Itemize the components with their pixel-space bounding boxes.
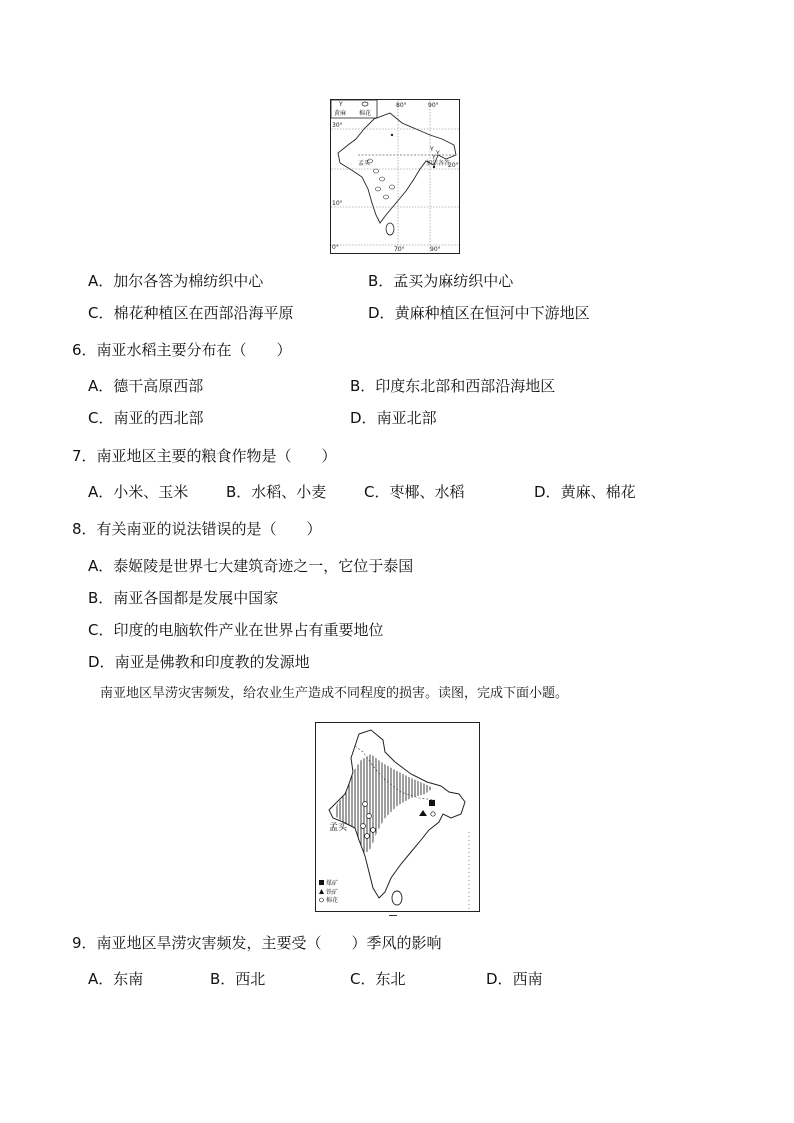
city-label-mumbai: 孟买 — [329, 823, 348, 833]
q6-option-a: A．德干高原西部 — [88, 377, 204, 395]
q6-option-c: C．南亚的西北部 — [88, 409, 204, 427]
q9-stem: 9．南亚地区旱涝灾害频发，主要受（ ）季风的影响 — [72, 934, 442, 952]
legend-jute-label: 黄麻 — [334, 110, 347, 117]
q6-option-d: D．南亚北部 — [350, 409, 437, 427]
svg-text:30°: 30° — [332, 122, 343, 129]
svg-text:90°: 90° — [428, 102, 439, 109]
svg-text:10°: 10° — [332, 200, 343, 207]
svg-text:20°: 20° — [448, 162, 459, 169]
q9-option-a: A．东南 — [88, 970, 144, 988]
svg-text:加尔各答: 加尔各答 — [426, 160, 451, 167]
legend-jute-icon: Y — [339, 101, 343, 108]
q7-option-c: C．枣椰、水稻 — [364, 483, 465, 501]
legend-cotton-label: 棉花 — [326, 897, 339, 904]
svg-text:孟买: 孟买 — [358, 160, 371, 167]
q8-option-b: B．南亚各国都是发展中国家 — [88, 589, 279, 607]
section-intro: 南亚地区旱涝灾害频发，给农业生产造成不同程度的损害。读图，完成下面小题。 — [100, 686, 569, 701]
legend-iron-label: 铁矿 — [326, 889, 339, 896]
q5-option-a: A．加尔各答为棉纺织中心 — [88, 272, 264, 290]
q9-option-d: D．西南 — [486, 970, 543, 988]
legend-cotton-label: 棉花 — [359, 110, 372, 117]
svg-text:80°: 80° — [396, 102, 407, 109]
q5-option-d: D．黄麻种植区在恒河中下游地区 — [368, 304, 590, 322]
legend-coal-label: 煤矿 — [326, 880, 339, 887]
q6-stem: 6．南亚水稻主要分布在（ ） — [72, 341, 292, 359]
svg-text:70°: 70° — [394, 246, 405, 253]
svg-text:Y: Y — [430, 146, 434, 153]
q9-option-c: C．东北 — [350, 970, 406, 988]
q7-option-a: A．小米、玉米 — [88, 483, 189, 501]
map-underline-mark — [389, 915, 397, 916]
india-resource-map — [315, 722, 480, 912]
q6-option-b: B．印度东北部和西部沿海地区 — [350, 377, 556, 395]
q5-option-b: B．孟买为麻纺织中心 — [368, 272, 514, 290]
svg-text:Y: Y — [432, 154, 436, 161]
q8-option-a: A．泰姬陵是世界七大建筑奇迹之一，它位于泰国 — [88, 557, 414, 575]
south-asia-crop-map — [330, 99, 460, 254]
q8-option-d: D．南亚是佛教和印度教的发源地 — [88, 653, 310, 671]
svg-text:90°: 90° — [430, 246, 441, 253]
svg-text:0°: 0° — [332, 244, 339, 251]
legend-cotton-icon — [362, 102, 368, 106]
q7-stem: 7．南亚地区主要的粮食作物是（ ） — [72, 447, 337, 465]
q8-option-c: C．印度的电脑软件产业在世界占有重要地位 — [88, 621, 384, 639]
q9-option-b: B．西北 — [210, 970, 266, 988]
q5-option-c: C．棉花种植区在西部沿海平原 — [88, 304, 294, 322]
coal-mine-mark — [429, 800, 435, 806]
q7-option-b: B．水稻、小麦 — [226, 483, 327, 501]
q7-option-d: D．黄麻、棉花 — [534, 483, 636, 501]
svg-text:Y: Y — [436, 150, 440, 157]
q8-stem: 8．有关南亚的说法错误的是（ ） — [72, 520, 322, 538]
